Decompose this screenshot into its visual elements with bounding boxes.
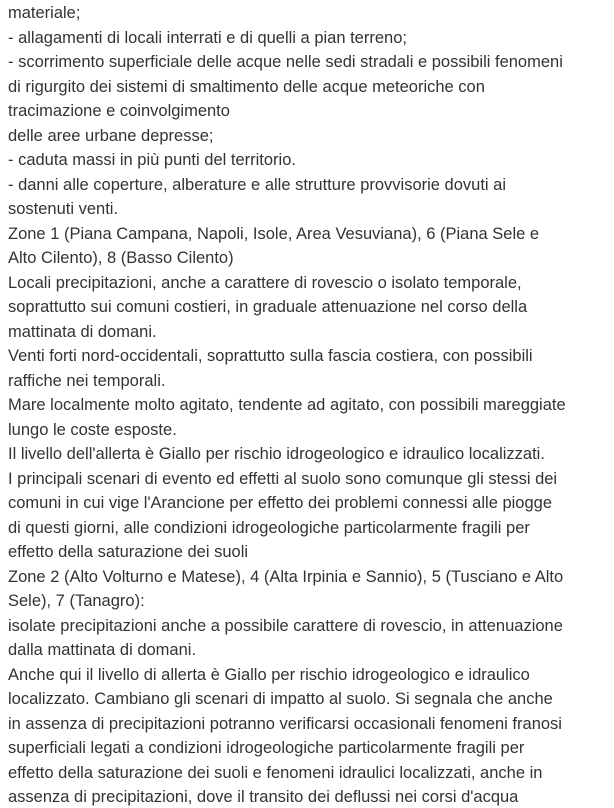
text-line: assenza di precipitazioni, dove il transito dei deflussi nei corsi d'acqua	[8, 788, 519, 806]
text-line: soprattutto sui comuni costieri, in graduale attenuazione nel corso della	[8, 298, 528, 316]
text-line: effetto della saturazione dei suoli e fenomeni idraulici localizzati, anche in	[8, 763, 543, 782]
text-line: comuni in cui vige l'Arancione per effetto dei problemi connessi alle piogge	[8, 494, 553, 512]
text-line: delle aree urbane depresse;	[8, 126, 214, 145]
text-line: Zone 1 (Piana Campana, Napoli, Isole, Area Vesuviana), 6 (Piana Sele e	[8, 224, 540, 243]
text-line: Anche qui il livello di allerta è Giallo per rischio idrogeologico e idraulico	[8, 665, 530, 684]
text-line: - caduta massi in più punti del territorio.	[8, 151, 296, 169]
text-line: localizzato. Cambiano gli scenari di impatto al suolo. Si segnala che anche	[8, 690, 553, 708]
text-line: tracimazione e coinvolgimento	[8, 102, 230, 120]
text-line: - danni alle coperture, alberature e alle strutture provvisorie dovuti ai	[8, 175, 507, 194]
text-line: Sele), 7 (Tanagro):	[8, 592, 145, 610]
paragraph-zone-1	[8, 222, 608, 565]
text-line: Zone 2 (Alto Volturno e Matese), 4 (Alta Irpinia e Sannio), 5 (Tusciano e Alto	[8, 567, 564, 586]
text-line: lungo le coste esposte.	[8, 420, 177, 439]
paragraph-effects-list	[8, 1, 608, 222]
text-line: superficiali legati a condizioni idrogeologiche particolarmente fragili per	[8, 739, 525, 757]
text-line: sostenuti venti.	[8, 200, 119, 218]
text-line: - allagamenti di locali interrati e di quelli a pian terreno;	[8, 28, 407, 47]
text-line: di questi giorni, alle condizioni idrogeologiche particolarmente fragili per	[8, 518, 530, 537]
text-line: - scorrimento superficiale delle acque nelle sedi stradali e possibili fenomeni	[8, 53, 563, 71]
text-line: di rigurgito dei sistemi di smaltimento delle acque meteoriche con	[8, 77, 485, 96]
text-line: materiale;	[8, 4, 81, 22]
text-line: Mare localmente molto agitato, tendente ad agitato, con possibili mareggiate	[8, 396, 566, 414]
paragraph-zone-2	[8, 565, 608, 808]
text-line: Il livello dell'allerta è Giallo per rischio idrogeologico e idraulico localizzati.	[8, 445, 545, 463]
text-line: isolate precipitazioni anche a possibile carattere di rovescio, in attenuazione	[8, 616, 563, 635]
text-line: Venti forti nord-occidentali, soprattutto sulla fascia costiera, con possibili	[8, 347, 533, 365]
text-line: Locali precipitazioni, anche a carattere di rovescio o isolato temporale,	[8, 273, 522, 292]
text-line: raffiche nei temporali.	[8, 371, 166, 390]
text-line: effetto della saturazione dei suoli	[8, 543, 249, 561]
text-line: dalla mattinata di domani.	[8, 641, 197, 659]
text-line: Alto Cilento), 8 (Basso Cilento)	[8, 249, 234, 267]
text-line: I principali scenari di evento ed effetti al suolo sono comunque gli stessi dei	[8, 469, 558, 488]
text-line: mattinata di domani.	[8, 322, 157, 341]
text-line: in assenza di precipitazioni potranno verificarsi occasionali fenomeni franosi	[8, 714, 562, 733]
